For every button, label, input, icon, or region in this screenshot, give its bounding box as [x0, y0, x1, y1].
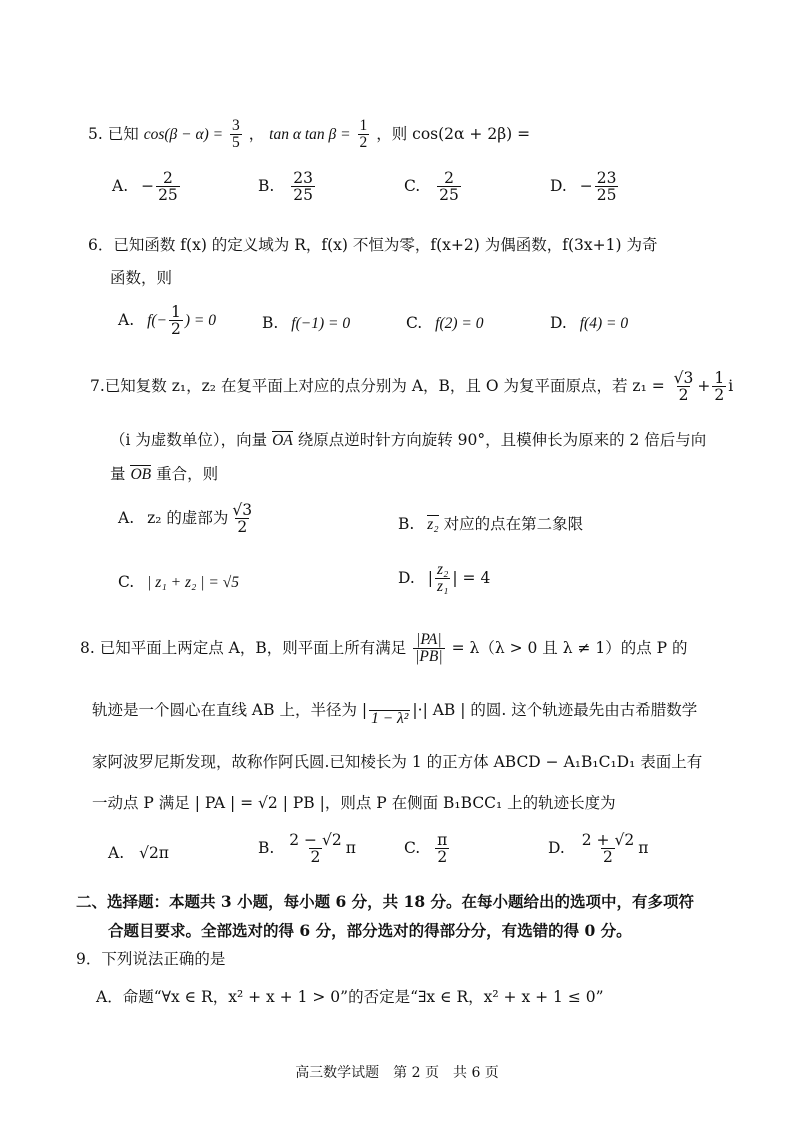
q7-option-b[interactable]: B. z₂ 对应的点在第二象限 — [398, 515, 584, 533]
q8-stem-line2: 轨迹是一个圆心在直线 AB 上，半径为 | 1 − λ² |·| AB | 的圆. 这个轨迹最先由古希腊数学 — [92, 700, 698, 728]
q5-expr2: tan α tan β = — [269, 125, 351, 143]
q7-option-c[interactable]: C. | z₁ + z₂ | = √5 — [118, 573, 239, 591]
vector-ob: OB — [130, 466, 152, 483]
q7-stem-line1: 7.已知复数 z₁，z₂ 在复平面上对应的点分别为 A，B，且 O 为复平面原点，若 z₁ = $\frac{√3}{2}$ + $\frac{1}{2}$ i — [90, 369, 734, 405]
section2-heading-line2: 合题目要求。全部选对的得 6 分，部分选对的得部分分，有选错的得 0 分。 — [108, 921, 632, 940]
q6-option-a[interactable]: A. f(− $\frac{1}{2}$ ) = 0 — [118, 303, 216, 339]
q5-stem — [88, 118, 530, 152]
q8-option-d[interactable]: D. $\frac{2 + √2}{2}$ π — [548, 831, 649, 867]
q6-option-c[interactable]: C. f(2) = 0 — [406, 314, 484, 332]
q6-stem-line1: 6．已知函数 f(x) 的定义域为 R，f(x) 不恒为零，f(x+2) 为偶函数，f(3x+1) 为奇 — [88, 236, 658, 254]
q7-option-a[interactable]: A. z₂ 的虚部为 $\frac{√3}{2}$ — [118, 501, 253, 537]
q6-option-d[interactable]: D. f(4) = 0 — [550, 314, 629, 332]
q5-option-b[interactable]: B. $\frac{23}{25}$ — [258, 169, 313, 205]
q5-option-c[interactable]: C. $\frac{2}{25}$ — [404, 169, 459, 205]
section2-heading-line1: 二、选择题：本题共 3 小题，每小题 6 分，共 18 分。在每小题给出的选项中，有多项符 — [76, 892, 695, 911]
page-footer: 高三数学试题 第 2 页 共 6 页 — [295, 1065, 499, 1081]
q8-option-c[interactable]: C. $\frac{\pi}{2}$ — [404, 831, 448, 867]
q6-option-b[interactable]: B. f(−1) = 0 — [262, 314, 351, 332]
q8-stem-line3: 家阿波罗尼斯发现，故称作阿氏圆.已知棱长为 1 的正方体 ABCD − A₁B₁C₁D₁ 表面上有 — [92, 753, 703, 771]
vector-oa: OA — [272, 432, 293, 449]
q5-fraction-3-5: $\frac{3}{5}$ — [232, 117, 240, 152]
q5-lead: 已知 — [107, 124, 139, 143]
q6-stem-line2: 函数，则 — [110, 269, 173, 287]
q5-expr1: cos(β − α) = — [143, 125, 224, 143]
q8-option-a[interactable]: A. √2π — [108, 844, 169, 862]
q7-option-d[interactable]: D. | $\frac{\text{z₂}}{\text{z₁}}$ | = 4 — [398, 561, 491, 596]
q5-option-a[interactable]: A. − $\frac{2}{25}$ — [112, 169, 178, 205]
q8-stem-line4: 一动点 P 满足 | PA | = √2 | PB |，则点 P 在侧面 B₁BCC₁ 上的轨迹长度为 — [92, 794, 616, 812]
q5-number: 5. — [88, 124, 103, 143]
q9-stem: 9．下列说法正确的是 — [76, 950, 226, 968]
q5-option-d[interactable]: D. − $\frac{23}{25}$ — [550, 169, 617, 205]
q8-option-b[interactable]: B. $\frac{2 - √2}{2}$ π — [258, 831, 356, 867]
q5-fraction-1-2: $\frac{1}{2}$ — [359, 117, 368, 152]
q8-stem-line1: 8. 已知平面上两定点 A，B，则平面上所有满足 $\frac{|PA|}{|PB|}$ = λ（λ > 0 且 λ ≠ 1）的点 P 的 — [80, 631, 688, 666]
q7-stem-line3: 量 OB 重合，则 — [110, 465, 219, 483]
q9-option-a[interactable]: A．命题“∀x ∈ R，x² + x + 1 > 0”的否定是“∃x ∈ R，x² + x + 1 ≤ 0” — [96, 988, 604, 1006]
q5-tail: ，则 cos(2α + 2β) = — [376, 124, 531, 143]
q7-stem-line2: （i 为虚数单位），向量 OA 绕原点逆时针方向旋转 90°，且模伸长为原来的 2 倍后与向 — [110, 431, 707, 449]
q5-sep: ， — [248, 124, 265, 143]
